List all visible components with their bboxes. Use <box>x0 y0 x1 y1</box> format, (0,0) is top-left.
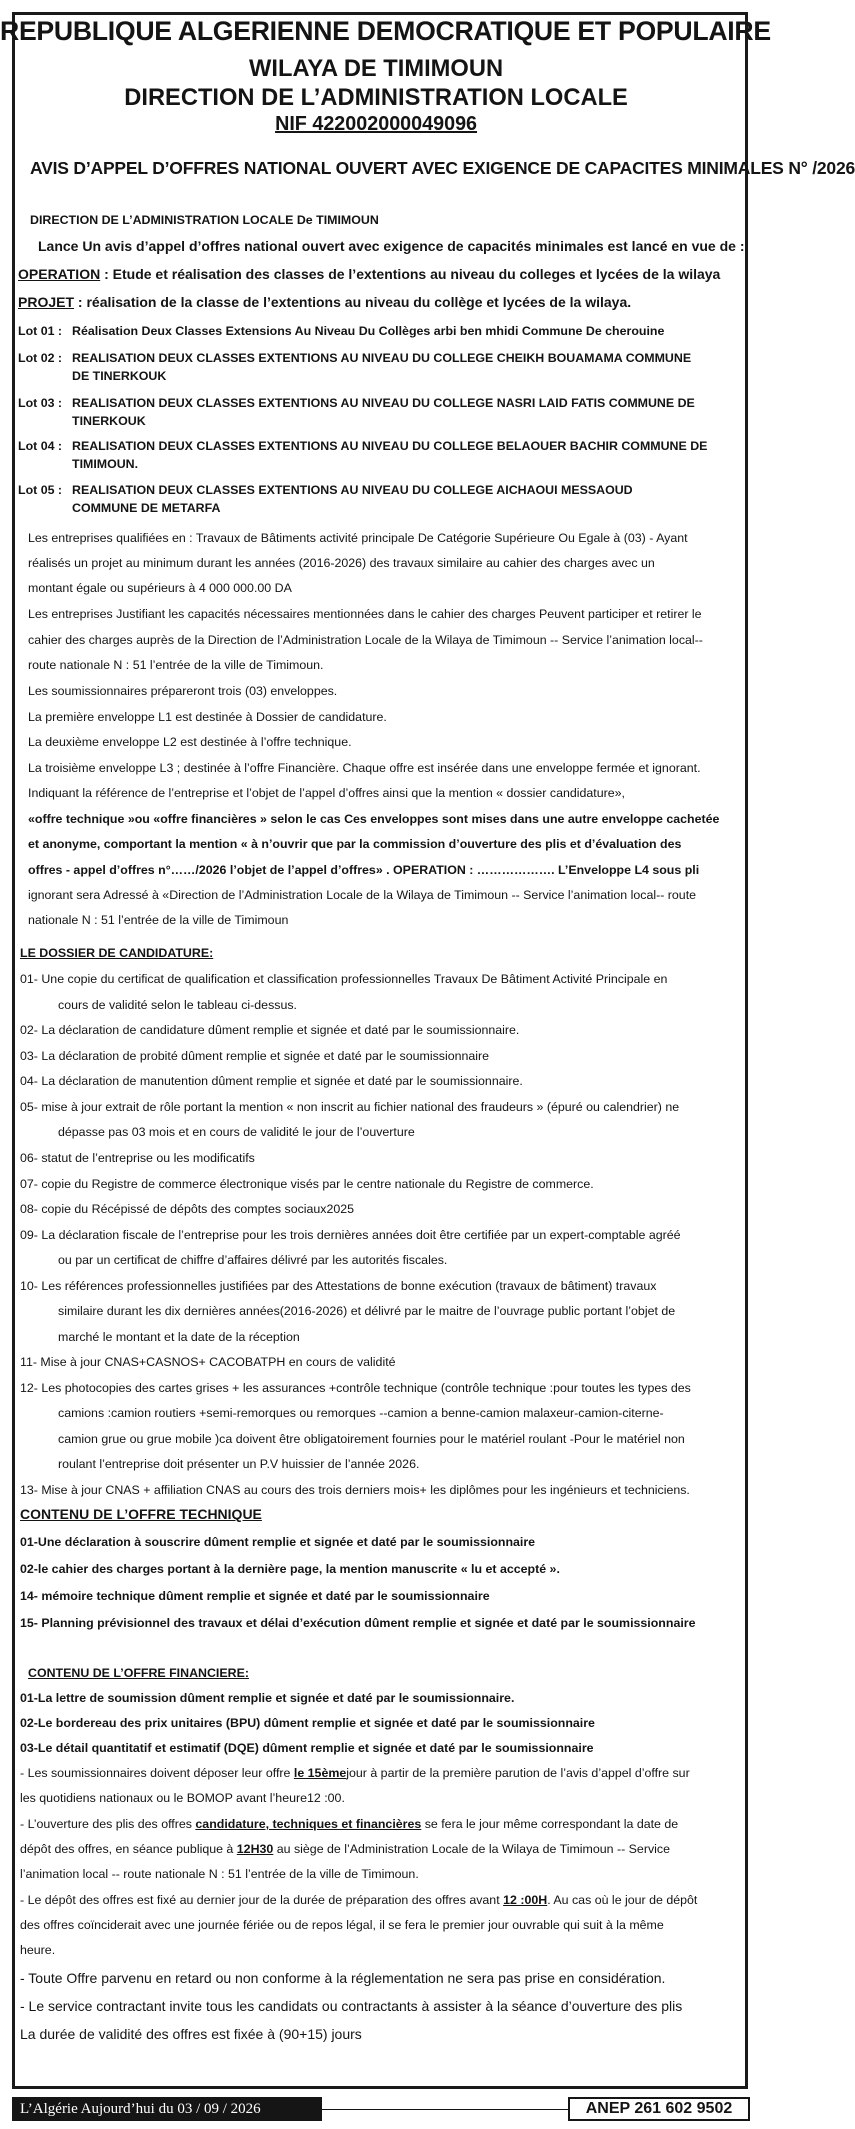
lot-label: Lot 01 : <box>18 324 63 338</box>
condition-line: montant égale ou supérieurs à 4 000 000.00 DA <box>28 581 292 595</box>
lot-label: Lot 04 : <box>18 439 63 453</box>
deadline-line-cont: heure. <box>20 1943 56 1957</box>
condition-line: Les soumissionnaires prépareront trois (03) enveloppes. <box>28 684 338 698</box>
condition-line: cahier des charges auprès de la Direction de l’Administration Locale de la Wilaya de Timimoun -- Service l’animation local-- <box>28 633 703 647</box>
footer-divider <box>322 2109 568 2110</box>
tender-title: AVIS D’APPEL D’OFFRES NATIONAL OUVERT AVEC EXIGENCE DE CAPACITES MINIMALES N° /2026 <box>30 158 855 178</box>
dossier-item-cont: similaire durant les dix dernières années(2016-2026) et délivré par le maitre de l’ouvrage public portant l’objet de <box>58 1304 676 1318</box>
deadline-time: 12 :00H <box>503 1893 548 1907</box>
opening-line-cont: l’animation local -- route nationale N : 51 l’entrée de la ville de Timimoun. <box>20 1867 419 1881</box>
condition-line: La deuxième enveloppe L2 est destinée à l’offre technique. <box>28 735 352 749</box>
dossier-item-cont: camion grue ou grue mobile )ca doivent être obligatoirement fournies pour le matériel roulant -Pour le matériel non <box>58 1432 685 1446</box>
lot-label: Lot 05 : <box>18 483 63 497</box>
projet-text: : réalisation de la classe de l’extentions au niveau du collège et lycées de la wilaya. <box>74 294 632 310</box>
dossier-item: 01- Une copie du certificat de qualification et classification professionnelles Travaux De Bâtiment Activité Principale en <box>20 972 668 986</box>
condition-line: et anonyme, comportant la mention « à n’ouvrir que par la commission d’ouverture des plis et d’évaluation des <box>28 837 682 851</box>
dossier-item: 02- La déclaration de candidature dûment remplie et signée et daté par le soumissionnaire. <box>20 1023 520 1037</box>
opening-line-cont <box>20 1841 670 1857</box>
opening-time: 12H30 <box>236 1842 274 1856</box>
technique-item: 14- mémoire technique dûment remplie et signée et daté par le soumissionnaire <box>20 1589 490 1603</box>
dossier-item: 12- Les photocopies des cartes grises + les assurances +contrôle technique (contrôle technique :pour toutes les types des <box>20 1381 691 1395</box>
deposit-text: - Les soumissionnaires doivent déposer leur offre <box>20 1766 294 1780</box>
condition-line: offres - appel d’offres n°……/2026 l’objet de l’appel d’offres» . OPERATION : ………………. L’Enveloppe L4 sous pli <box>28 863 700 877</box>
financiere-title: CONTENU DE L’OFFRE FINANCIERE: <box>28 1666 249 1680</box>
lot-line: Réalisation Deux Classes Extensions Au Niveau Du Collèges arbi ben mhidi Commune De cherouine <box>72 324 665 338</box>
condition-line: nationale N : 51 l’entrée de la ville de Timimoun <box>28 913 289 927</box>
invite-line: - Le service contractant invite tous les candidats ou contractants à assister à la séance d’ouverture des plis <box>20 1998 683 2014</box>
dossier-item: 10- Les références professionnelles justifiées par des Attestations de bonne exécution (travaux de bâtiment) travaux <box>20 1279 657 1293</box>
newspaper-label: L’Algérie Aujourd’hui du 03 / 09 / 2026 <box>12 2097 322 2121</box>
dossier-item-cont: dépasse pas 03 mois et en cours de validité le jour de l’ouverture <box>58 1125 415 1139</box>
dossier-item-cont: cours de validité selon le tableau ci-dessus. <box>58 998 297 1012</box>
condition-line: Les entreprises qualifiées en : Travaux de Bâtiments activité principale De Catégorie Supérieure Ou Egale à (03) - Ayant <box>28 531 688 545</box>
condition-line: route nationale N : 51 l’entrée de la ville de Timimoun. <box>28 658 324 672</box>
dossier-item-cont: camions :camion routiers +semi-remorques ou remorques --camion a benne-camion malaxeur-camion-citerne- <box>58 1406 664 1420</box>
dossier-title: LE DOSSIER DE CANDIDATURE: <box>20 946 214 960</box>
launch-line: Lance Un avis d’appel d’offres national ouvert avec exigence de capacités minimales est lancé en vue de : <box>38 238 745 254</box>
dossier-item-cont: roulant l’entreprise doit présenter un P.V huissier de l’année 2026. <box>58 1457 420 1471</box>
lot-line-cont: TIMIMOUN. <box>72 457 139 471</box>
financiere-item: 03-Le détail quantitatif et estimatif (DQE) dûment remplie et signée et daté par le soumissionnaire <box>20 1741 594 1755</box>
lot-line: REALISATION DEUX CLASSES EXTENTIONS AU NIVEAU DU COLLEGE CHEIKH BOUAMAMA COMMUNE <box>72 351 692 365</box>
condition-line: Indiquant la référence de l’entreprise et l’objet de l’appel d’offres ainsi que la mention « dossier candidature», <box>28 786 625 800</box>
technique-item: 15- Planning prévisionnel des travaux et délai d’exécution dûment remplie et signée et daté par le soumissionnaire <box>20 1616 696 1630</box>
nif-number: NIF 422002000049096 <box>275 113 478 135</box>
technique-title: CONTENU DE L’OFFRE TECHNIQUE <box>20 1506 262 1522</box>
dossier-item: 05- mise à jour extrait de rôle portant la mention « non inscrit au fichier national des fraudeurs » (épuré ou calendrier) ne <box>20 1100 680 1114</box>
authority-line: DIRECTION DE L’ADMINISTRATION LOCALE De TIMIMOUN <box>30 213 379 227</box>
opening-line <box>20 1816 678 1832</box>
late-offer-line: - Toute Offre parvenu en retard ou non conforme à la réglementation ne sera pas prise en considération. <box>20 1970 666 1986</box>
dossier-item: 04- La déclaration de manutention dûment remplie et signée et daté par le soumissionnaire. <box>20 1074 523 1088</box>
direction-heading: DIRECTION DE L’ADMINISTRATION LOCALE <box>124 84 628 111</box>
lot-line: REALISATION DEUX CLASSES EXTENTIONS AU NIVEAU DU COLLEGE BELAOUER BACHIR COMMUNE DE <box>72 439 708 453</box>
dossier-item-cont: ou par un certificat de chiffre d’affaires délivré par les autorités fiscales. <box>58 1253 448 1267</box>
anep-number: ANEP 261 602 9502 <box>568 2097 750 2121</box>
lot-label: Lot 03 : <box>18 396 63 410</box>
dossier-item: 13- Mise à jour CNAS + affiliation CNAS au cours des trois derniers mois+ les diplômes pour les ingénieurs et techniciens. <box>20 1483 690 1497</box>
technique-item: 01-Une déclaration à souscrire dûment remplie et signée et daté par le soumissionnaire <box>20 1535 536 1549</box>
deadline-line <box>20 1892 697 1908</box>
operation-text: : Etude et réalisation des classes de l’extentions au niveau du colleges et lycées de la wilaya <box>100 266 721 282</box>
opening-text-end: au siège de l’Administration Locale de la Wilaya de Timimoun -- Service <box>273 1842 670 1856</box>
lot-line-cont: COMMUNE DE METARFA <box>72 501 221 515</box>
lot-line-cont: DE TINERKOUK <box>72 369 167 383</box>
lot-line: REALISATION DEUX CLASSES EXTENTIONS AU NIVEAU DU COLLEGE NASRI LAID FATIS COMMUNE DE <box>72 396 695 410</box>
deposit-day: le 15ème <box>293 1766 347 1780</box>
opening-offers: candidature, techniques et financières <box>195 1817 422 1831</box>
condition-line: réalisés un projet au minimum durant les années (2016-2026) des travaux similaire au cahier des charges avec un <box>28 556 655 570</box>
dossier-item: 06- statut de l’entreprise ou les modificatifs <box>20 1151 255 1165</box>
deposit-text-end: jour à partir de la première parution de l’avis d’appel d’offre sur <box>346 1766 690 1780</box>
dossier-item: 03- La déclaration de probité dûment remplie et signée et daté par le soumissionnaire <box>20 1049 490 1063</box>
operation-label: OPERATION <box>18 266 101 282</box>
deadline-line-cont: des offres coïnciderait avec une journée fériée ou de repos légal, il se fera le premier jour ouvrable qui suit à la même <box>20 1918 664 1932</box>
projet-line <box>18 294 631 310</box>
condition-line: «offre technique »ou «offre financières » selon le cas Ces enveloppes sont mises dans une autre enveloppe cachetée <box>28 812 720 826</box>
lot-label: Lot 02 : <box>18 351 63 365</box>
financiere-item: 01-La lettre de soumission dûment remplie et signée et daté par le soumissionnaire. <box>20 1691 515 1705</box>
opening-text: dépôt des offres, en séance publique à <box>20 1842 237 1856</box>
republic-heading: REPUBLIQUE ALGERIENNE DEMOCRATIQUE ET POPULAIRE <box>0 16 771 46</box>
dossier-item: 07- copie du Registre de commerce électronique visés par le centre nationale du Registre de commerce. <box>20 1177 594 1191</box>
condition-line: La première enveloppe L1 est destinée à Dossier de candidature. <box>28 710 387 724</box>
opening-text: - L’ouverture des plis des offres <box>20 1817 196 1831</box>
opening-text-end: se fera le jour même correspondant la date de <box>421 1817 679 1831</box>
financiere-item: 02-Le bordereau des prix unitaires (BPU) dûment remplie et signée et daté par le soumissionnaire <box>20 1716 595 1730</box>
deadline-text: - Le dépôt des offres est fixé au dernier jour de la durée de préparation des offres avant <box>20 1893 504 1907</box>
lot-line: REALISATION DEUX CLASSES EXTENTIONS AU NIVEAU DU COLLEGE AICHAOUI MESSAOUD <box>72 483 633 497</box>
dossier-item: 08- copie du Récépissé de dépôts des comptes sociaux2025 <box>20 1202 355 1216</box>
wilaya-heading: WILAYA DE TIMIMOUN <box>249 55 504 82</box>
dossier-item: 09- La déclaration fiscale de l’entreprise pour les trois dernières années doit être certifiée par un expert-comptable agréé <box>20 1228 681 1242</box>
operation-line <box>18 266 720 282</box>
technique-item: 02-le cahier des charges portant à la dernière page, la mention manuscrite « lu et accepté ». <box>20 1562 560 1576</box>
projet-label: PROJET <box>18 294 75 310</box>
dossier-item-cont: marché le montant et la date de la réception <box>58 1330 300 1344</box>
deposit-line <box>20 1765 690 1781</box>
condition-line: ignorant sera Adressé à «Direction de l’Administration Locale de la Wilaya de Timimoun -- Service l’animation local-- route <box>28 888 697 902</box>
dossier-item: 11- Mise à jour CNAS+CASNOS+ CACOBATPH en cours de validité <box>20 1355 396 1369</box>
deposit-line-cont: les quotidiens nationaux ou le BOMOP avant l’heure12 :00. <box>20 1791 345 1805</box>
condition-line: La troisième enveloppe L3 ; destinée à l’offre Financière. Chaque offre est insérée dans une enveloppe fermée et ignorant. <box>28 761 701 775</box>
validity-line: La durée de validité des offres est fixée à (90+15) jours <box>20 2026 362 2042</box>
lot-line-cont: TINERKOUK <box>72 414 146 428</box>
deadline-text-end: . Au cas où le jour de dépôt <box>547 1893 698 1907</box>
condition-line: Les entreprises Justifiant les capacités nécessaires mentionnées dans le cahier des charges Peuvent participer et retirer le <box>28 607 702 621</box>
